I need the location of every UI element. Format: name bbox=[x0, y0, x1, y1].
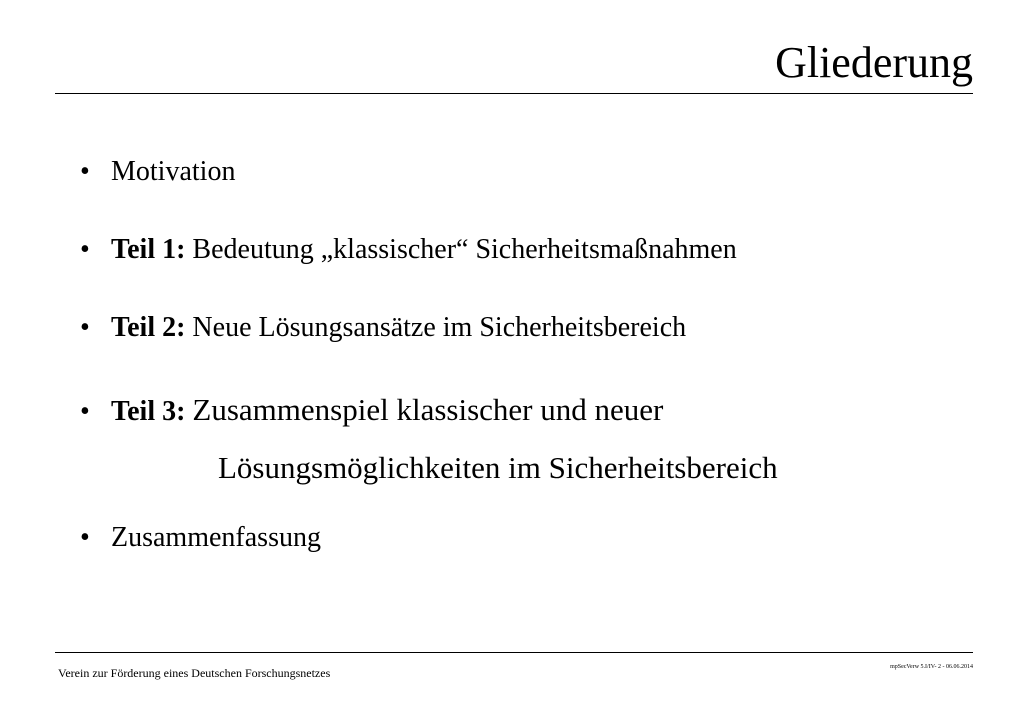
agenda-item-part-3 bbox=[80, 393, 663, 429]
slide-title: Gliederung bbox=[775, 38, 973, 87]
bullet-icon: • bbox=[80, 396, 90, 427]
agenda-item-text: Neue Lösungsansätze im Sicherheitsbereich bbox=[192, 312, 687, 343]
agenda-item-part-2 bbox=[80, 311, 686, 345]
agenda-item-label: Teil 1: bbox=[111, 234, 186, 265]
bullet-icon: • bbox=[80, 522, 90, 553]
bullet-icon: • bbox=[80, 234, 90, 265]
bullet-icon: • bbox=[80, 156, 90, 187]
agenda-item-label: Teil 3: bbox=[111, 396, 186, 427]
agenda-item-text: Zusammenspiel klassischer und neuer bbox=[192, 392, 664, 427]
agenda-item-part-3-continuation: Lösungsmöglichkeiten im Sicherheitsbereich bbox=[218, 450, 778, 485]
agenda-item-label: Teil 2: bbox=[111, 312, 186, 343]
agenda-item-part-1 bbox=[80, 233, 737, 267]
title-divider bbox=[55, 93, 973, 94]
agenda-item-text: Zusammenfassung bbox=[111, 522, 321, 553]
bullet-icon: • bbox=[80, 312, 90, 343]
footer-slide-reference: mpSecVerw 5.I/IV- 2 - 06.06.2014 bbox=[890, 664, 973, 670]
agenda-item-summary bbox=[80, 521, 321, 555]
agenda-item-text: Motivation bbox=[111, 156, 236, 187]
footer-organization: Verein zur Förderung eines Deutschen Forschungsnetzes bbox=[58, 666, 331, 680]
agenda-item-motivation bbox=[80, 155, 235, 189]
agenda-item-text: Bedeutung „klassischer“ Sicherheitsmaßnahmen bbox=[192, 234, 737, 265]
footer-divider bbox=[55, 652, 973, 653]
